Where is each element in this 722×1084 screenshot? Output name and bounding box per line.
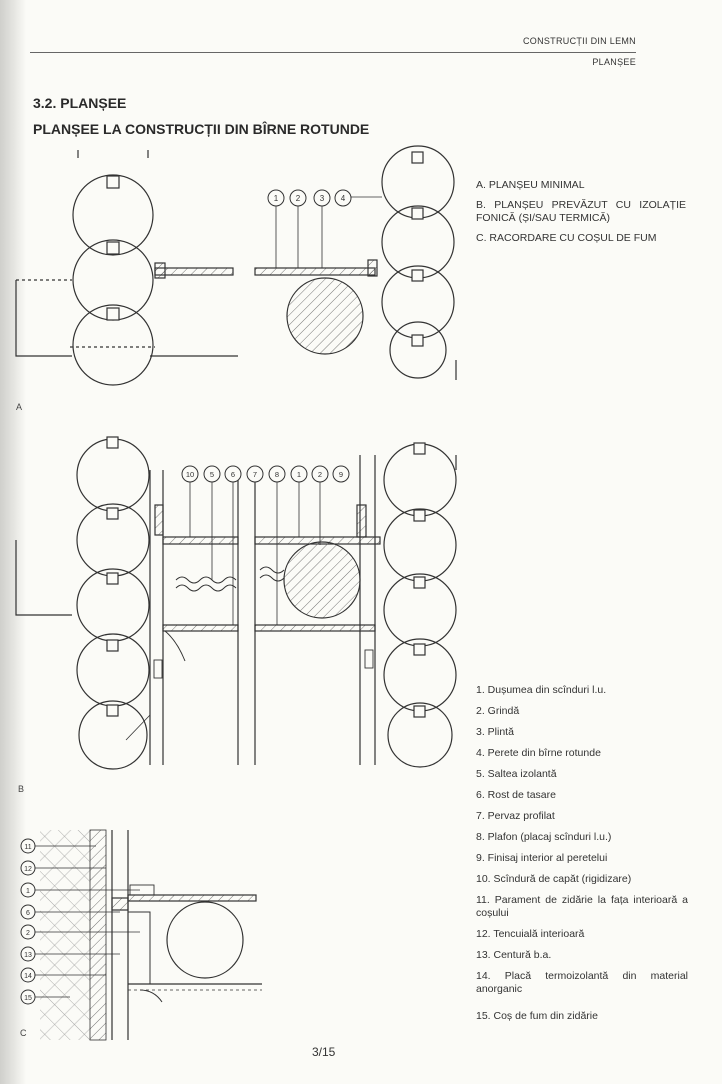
figure-c-chimney <box>40 830 262 1040</box>
figure-label-c: C <box>20 1028 27 1038</box>
legend-item-4: 4. Perete din bîrne rotunde <box>476 747 601 759</box>
callout-c-11: 11 <box>24 844 32 851</box>
callout-b-5: 5 <box>209 470 215 479</box>
callout-b-9: 9 <box>338 470 344 479</box>
header-section: PLANȘEE <box>592 57 636 67</box>
legend-item-9: 9. Finisaj interior al peretelui <box>476 852 608 864</box>
figure-b-floor <box>126 470 380 765</box>
callout-c-6: 6 <box>26 910 30 917</box>
callout-b-1: 1 <box>296 470 302 479</box>
figure-c <box>21 830 262 1040</box>
legend-item-14: 14. Placă termoizolantă din material anorganic <box>476 970 688 995</box>
figure-b-right-log-wall <box>360 443 456 767</box>
callout-a-3: 3 <box>319 194 325 203</box>
header-chapter: CONSTRUCȚII DIN LEMN <box>522 36 636 46</box>
section-title: 3.2. PLANȘEE <box>33 95 127 111</box>
legend-item-b: B. PLANȘEU PREVĂZUT CU IZOLAȚIE FONICĂ (ȘI/SAU TERMICĂ) <box>476 199 686 224</box>
legend-item-12: 12. Tencuială interioară <box>476 928 585 940</box>
callout-b-2: 2 <box>317 470 323 479</box>
figure-a-floor-right <box>255 197 382 354</box>
callout-b-6: 6 <box>230 470 236 479</box>
legend-item-8: 8. Plafon (placaj scînduri l.u.) <box>476 831 612 843</box>
callout-a-4: 4 <box>340 194 346 203</box>
component-legend <box>476 684 688 1023</box>
callout-c-12: 12 <box>24 866 32 873</box>
callout-c-2: 2 <box>26 930 30 937</box>
legend-item-3: 3. Plintă <box>476 726 514 738</box>
figure-a-right-log-wall <box>382 146 456 380</box>
legend-item-7: 7. Pervaz profilat <box>476 810 555 822</box>
figure-label-a: A <box>16 402 23 412</box>
callout-c-13: 13 <box>24 952 32 959</box>
figure-b <box>16 437 456 769</box>
section-subtitle: PLANȘEE LA CONSTRUCȚII DIN BÎRNE ROTUNDE <box>33 121 370 137</box>
legend-item-1: 1. Dușumea din scînduri l.u. <box>476 684 607 696</box>
figure-a <box>16 146 456 385</box>
legend-item-2: 2. Grindă <box>476 705 520 717</box>
page-number: 3/15 <box>312 1045 336 1059</box>
callout-c-14: 14 <box>24 973 32 980</box>
callout-b-7: 7 <box>252 470 258 479</box>
callout-a-2: 2 <box>295 194 301 203</box>
legend-item-c: C. RACORDARE CU COȘUL DE FUM <box>476 232 657 244</box>
callout-b-10: 10 <box>185 470 195 479</box>
legend-item-11: 11. Parament de zidărie la fața interioară a coșului <box>476 894 688 919</box>
legend-item-a: A. PLANȘEU MINIMAL <box>476 179 585 191</box>
figure-label-b: B <box>18 784 25 794</box>
legend-item-6: 6. Rost de tasare <box>476 789 556 801</box>
legend-item-15: 15. Coș de fum din zidărie <box>476 1010 598 1022</box>
figure-b-left-log-wall <box>16 437 163 769</box>
figure-a-callouts <box>268 190 351 206</box>
legend-item-10: 10. Scîndură de capăt (rigidizare) <box>476 873 632 885</box>
callout-c-1: 1 <box>26 888 30 895</box>
figure-a-floor-left <box>155 263 233 278</box>
callout-b-8: 8 <box>274 470 280 479</box>
legend-item-13: 13. Centură b.a. <box>476 949 552 961</box>
callout-c-15: 15 <box>24 995 32 1002</box>
callout-a-1: 1 <box>273 194 279 203</box>
legend-item-5: 5. Saltea izolantă <box>476 768 557 780</box>
